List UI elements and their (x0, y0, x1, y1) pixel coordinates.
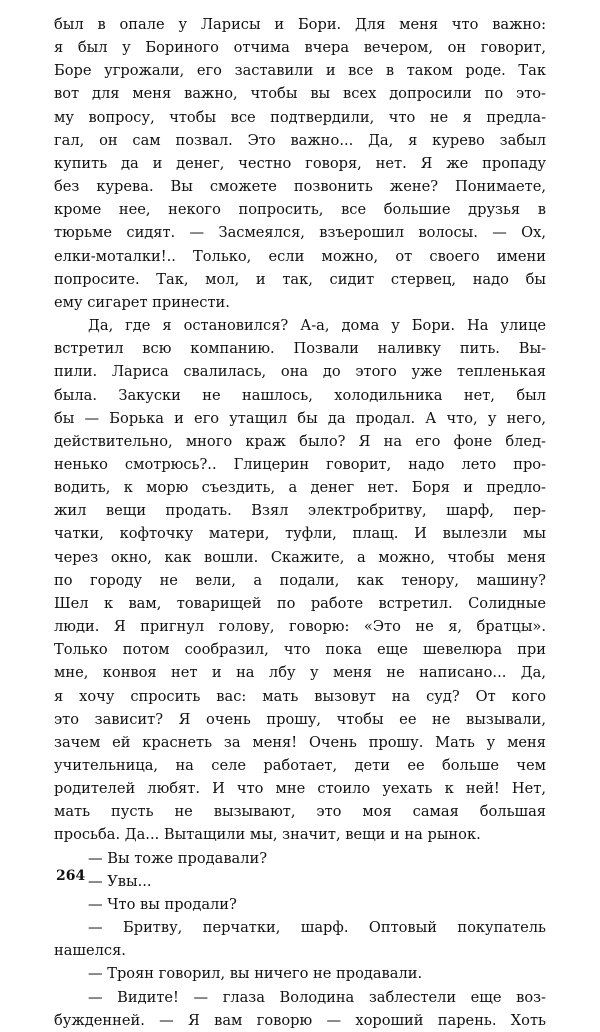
text-line: был в опале у Ларисы и Бори. Для меня что важно: (54, 16, 546, 33)
text-line: без курева. Вы сможете позвонить жене? Понимаете, (54, 178, 546, 196)
text-line: нашелся. (54, 942, 126, 960)
text-line: му вопросу, чтобы все подтвердили, что не я предла- (54, 108, 546, 126)
text-line: зачем ей краснеть за меня! Очень прошу. Мать у меня (54, 733, 546, 751)
text-line: водить, к морю съездить, а денег нет. Боря и предло- (54, 479, 546, 497)
page-text (54, 13, 546, 1032)
text-line: учительница, на селе работает, дети ее больше чем (54, 757, 546, 774)
text-line: купить да и денег, честно говоря, нет. Я же пропаду (54, 154, 546, 172)
text-line: люди. Я пригнул голову, говорю: «Это не я, братцы». (54, 618, 546, 636)
text-line: я был у Бориного отчима вчера вечером, он говорит, (54, 39, 546, 57)
text-line: родителей любят. И что мне стоило уехать к ней! Нет, (54, 780, 546, 798)
text-line: пили. Лариса свалилась, она до этого уже тепленькая (54, 363, 546, 381)
text-line: тюрьме сидят. — Засмеялся, взъерошил волосы. — Ох, (54, 224, 546, 242)
text-line: это зависит? Я очень прошу, чтобы ее не вызывали, (54, 710, 546, 728)
dialog-line: — Троян говорил, вы ничего не продавали. (88, 965, 423, 983)
text-line: вот для меня важно, чтобы вы всех допросили по это- (54, 85, 546, 103)
text-line: жил вещи продать. Взял электробритву, шарф, пер- (54, 502, 546, 520)
dialog-line: — Увы... (88, 872, 152, 890)
text-line: Шел к вам, товарищей по работе встретил. Солидные (54, 594, 546, 612)
dialog-line: — Бритву, перчатки, шарф. Оптовый покупатель (88, 919, 546, 937)
paragraph-first-line: Да, где я остановился? А-а, дома у Бори. На улице (88, 317, 546, 335)
text-line: просьба. Да... Вытащили мы, значит, вещи и на рынок. (54, 826, 481, 844)
text-line: чатки, кофточку матери, туфли, плащ. И вылезли мы (54, 525, 546, 543)
text-line: кроме нее, некого попросить, все большие друзья в (54, 201, 546, 219)
text-line: бужденней. — Я вам говорю — хороший парень. Хоть (54, 1011, 546, 1029)
text-line: бы — Борька и его утащил бы да продал. А что, у него, (54, 409, 546, 427)
text-line: по городу не вели, а подали, как тенору, машину? (54, 571, 546, 589)
dialog-line: — Что вы продали? (88, 895, 237, 913)
text-line: мне, конвоя нет и на лбу у меня не написано... Да, (54, 664, 546, 682)
dialog-line: — Видите! — глаза Володина заблестели еще воз- (88, 988, 546, 1006)
text-line: мать пусть не вызывают, это моя самая большая (54, 803, 546, 821)
text-line: ему сигарет принести. (54, 293, 230, 311)
text-line: действительно, много краж было? Я на его фоне блед- (54, 432, 546, 450)
text-line: гал, он сам позвал. Это важно... Да, я курево забыл (54, 131, 546, 149)
text-line: Только потом сообразил, что пока еще шевелюра при (54, 641, 546, 659)
text-line: попросите. Так, мол, и так, сидит стервец, надо бы (54, 270, 546, 288)
dialog-line: — Вы тоже продавали? (88, 849, 268, 867)
text-line: была. Закуски не нашлось, холодильника нет, был (54, 386, 546, 404)
page-number: 264 (56, 868, 86, 884)
text-line: ненько смотрюсь?.. Глицерин говорит, надо лето про- (54, 455, 546, 473)
text-line: елки-моталки!.. Только, если можно, от своего имени (54, 247, 546, 265)
text-line: встретил всю компанию. Позвали наливку пить. Вы- (54, 340, 546, 358)
text-line: я хочу спросить вас: мать вызовут на суд? От кого (54, 687, 546, 705)
text-line: через окно, как вошли. Скажите, а можно, чтобы меня (54, 548, 546, 566)
text-line: Боре угрожали, его заставили и все в таком роде. Так (54, 62, 546, 80)
